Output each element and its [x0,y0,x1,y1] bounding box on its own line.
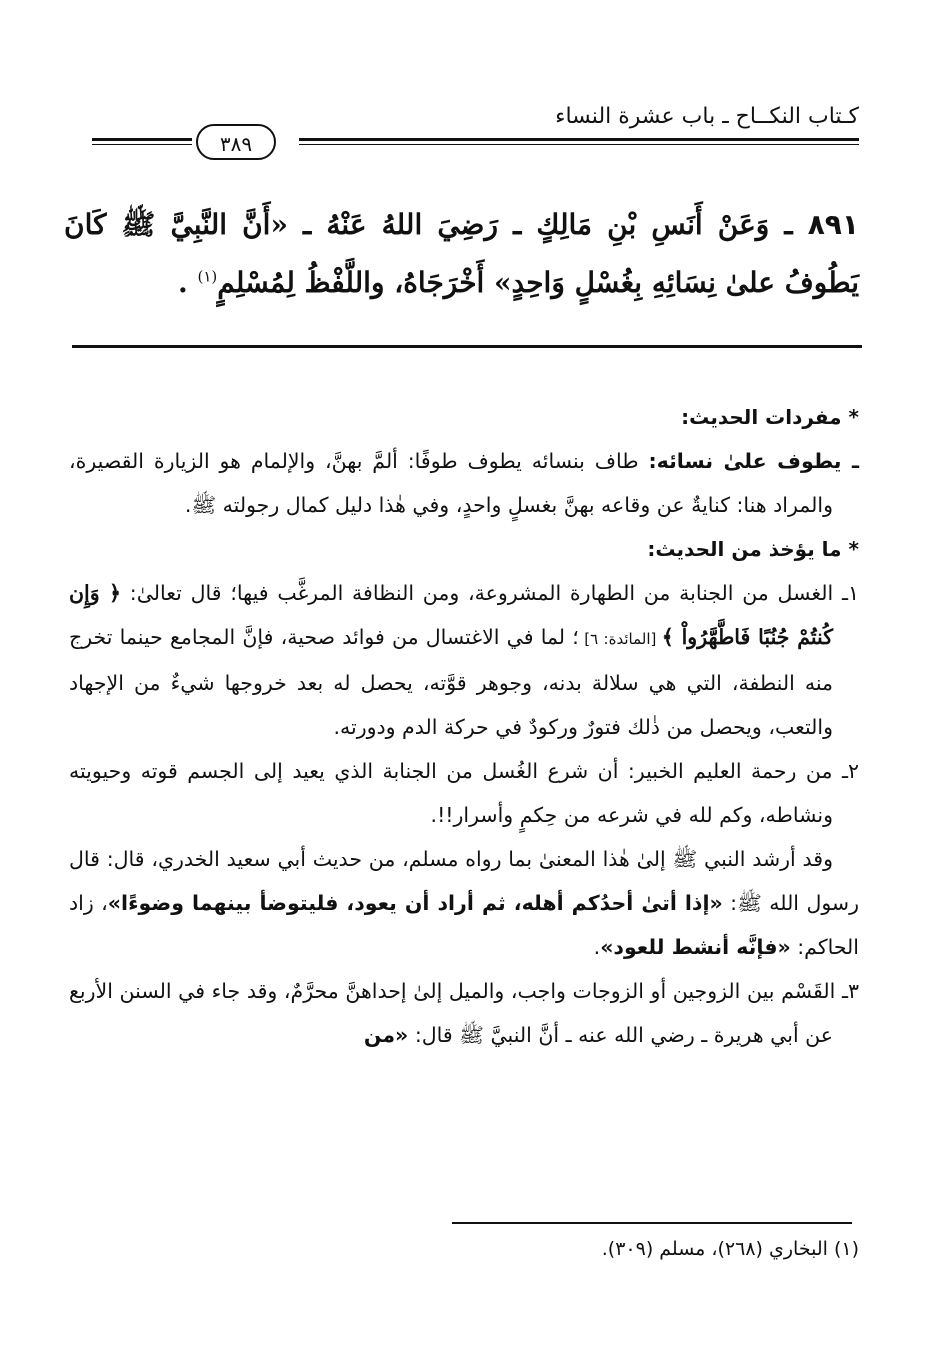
vocabulary-item [69,439,859,527]
section-heading-lessons: * ما يؤخذ من الحديث: [647,537,859,561]
footnote-ref: (١) [197,267,218,286]
lesson-item-3 [69,969,859,1057]
vocabulary-definition: طاف بنسائه يطوف طوفًا: ألمَّ بهنَّ، والإلمام هو الزيارة القصيرة، والمراد هنا: كنايةٌ عن وقاعه بهنَّ بغسلٍ واحدٍ، وفي هٰذا دليل كمال رجولته ﷺ. [69,449,833,517]
header-rule-left [92,138,192,148]
hadith-quote-1: «إذا أتىٰ أحدُكم أهله، ثم أراد أن يعود، فليتوضأ بينهما وضوءًا» [107,891,723,915]
page-number: ٣٨٩ [196,124,276,160]
quran-verse: ﴿ وَإِن كُنتُمْ جُنُبًا فَاطَّهَّرُواْ ﴾ [69,581,833,649]
footnote-separator [452,1222,852,1224]
hadith-end: . [177,266,198,299]
vocabulary-term: ـ يطوف علىٰ نسائه: [648,449,859,473]
lesson-3-text: ٣ـ القَسْم بين الزوجين أو الزوجات واجب، والميل إلىٰ إحداهنَّ محرَّمٌ، وقد جاء في السنن الأربع عن أبي هريرة ـ رضي الله عنه ـ أنَّ النبيَّ ﷺ قال: [69,979,859,1047]
lesson-item-1 [69,571,859,749]
hadith-quote-2: «فإنَّه أنشط للعود» [600,935,791,959]
lesson-1-continuation: ؛ لما في الاغتسال من فوائد صحية، فإنَّ المجامع حينما تخرج منه النطفة، التي هي سلالة بدنه، وجوهر قوَّته، يحصل له بعد خروجها شيءٌ من الإجهاد والتعب، ويحصل من ذٰلك فتورٌ وركودٌ في حركة الدم ودورته. [69,625,833,739]
hadith-separator [72,345,862,348]
hadith-text [64,196,859,312]
hadith-body: وَعَنْ أَنَسِ بْنِ مَالِكٍ ـ رَضِيَ اللهُ عَنْهُ ـ «أَنَّ النَّبِيَّ ﷺ كَانَ يَطُوفُ علىٰ نِسَائِهِ بِغُسْلٍ وَاحِدٍ» أَخْرَجَاهُ، واللَّفْظُ لِمُسْلِمٍ [64,208,859,299]
running-header-title: كـتاب النكــاح ـ باب عشرة النساء [555,104,859,129]
paragraph-text-2: ، زاد الحاكم: [69,891,859,959]
hadith-number: ٨٩١ [807,208,859,241]
lesson-item-2: ٢ـ من رحمة العليم الخبير: أن شرع الغُسل من الجنابة الذي يعيد إلى الجسم قوته وحيويته ونشاطه، وكم لله في شرعه من حِكمٍ وأسرار!!. [69,759,859,827]
section-heading-vocabulary: * مفردات الحديث: [681,405,859,429]
paragraph-text: وقد أرشد النبي ﷺ إلىٰ هٰذا المعنىٰ بما رواه مسلم، من حديث أبي سعيد الخدري، قال: قال رسول الله ﷺ: [69,847,860,915]
lesson-3-quote-start: «من [363,1023,409,1047]
header-rule-right [299,138,859,148]
lesson-2-paragraph [69,837,859,969]
hadith-dash: ـ [784,208,793,241]
verse-reference: [المائدة: ٦] [578,630,662,648]
paragraph-end: . [593,935,601,959]
lesson-1-text: ١ـ الغسل من الجنابة من الطهارة المشروعة، ومن النظافة المرغَّب فيها؛ قال تعالىٰ: [121,581,859,605]
commentary [69,395,859,1057]
footnote: (١) البخاري (٢٦٨)، مسلم (٣٠٩). [601,1238,859,1260]
